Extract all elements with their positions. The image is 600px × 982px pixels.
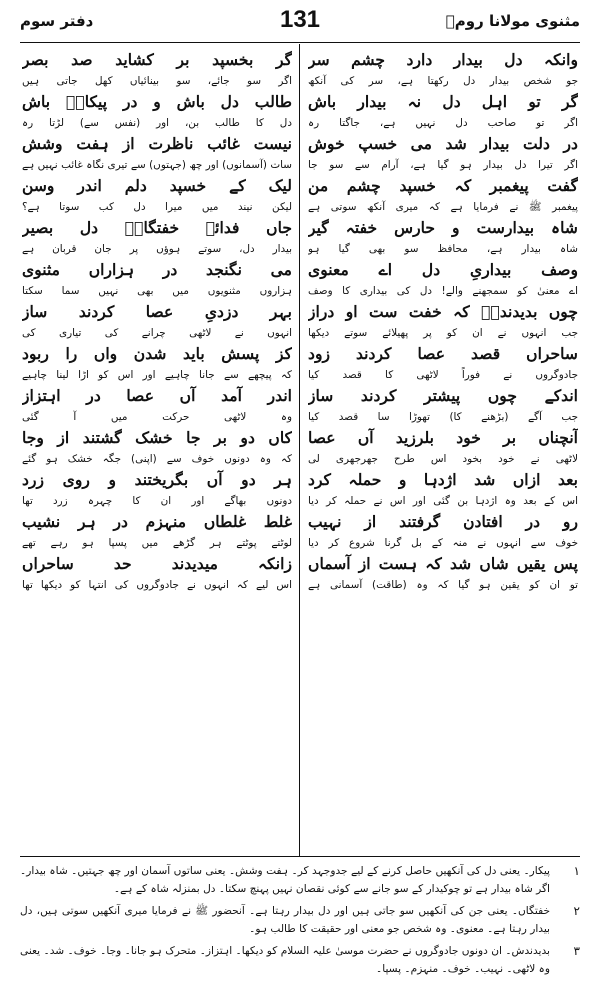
persian-verse: در دلت بیدار شد می خسپ خوش xyxy=(308,134,578,153)
couplet xyxy=(308,258,578,300)
footnote xyxy=(20,902,580,938)
couplet xyxy=(22,90,292,132)
footnote-number: ۳ xyxy=(573,944,580,958)
page-number: 131 xyxy=(279,6,321,33)
urdu-translation: اگر سو جائے، سو بینائیاں کھل جاتی ہیں xyxy=(22,75,292,87)
urdu-translation: جب آگے (بڑھنے کا) تھوڑا سا قصد کیا xyxy=(308,411,578,423)
header-rule xyxy=(20,42,580,43)
urdu-translation: پیغمبر ﷺ نے فرمایا ہے کہ میری آنکھ سوتی ہے xyxy=(308,201,578,213)
couplet xyxy=(22,468,292,510)
couplet xyxy=(22,48,292,90)
footnote xyxy=(20,942,580,978)
persian-verse: می نگنجد در ہزاراں مثنوی xyxy=(22,260,292,279)
urdu-translation: ہزاروں مثنویوں میں بھی نہیں سما سکتا xyxy=(22,285,292,297)
persian-verse: جاں فدائے خفتگاںؔ دل بصیر xyxy=(22,218,292,237)
right-column xyxy=(308,48,578,853)
urdu-translation: اگر تو صاحب دل نہیں ہے، جاگتا رہ xyxy=(308,117,578,129)
urdu-translation: وہ لاٹھی حرکت میں آ گئی xyxy=(22,411,292,423)
couplet xyxy=(22,552,292,594)
urdu-translation: اس کے بعد وہ اژدہا بن گئی اور اس نے حملہ کر دیا xyxy=(308,495,578,507)
book-title: مثنوی مولانا رومؒ xyxy=(445,12,580,30)
couplet xyxy=(308,510,578,552)
persian-verse: کاں دو بر جا خشک گشتند از وجا xyxy=(22,428,292,447)
footnote-number: ۱ xyxy=(573,864,580,878)
urdu-translation: تو ان کو یقین ہو گیا کہ وہ (طاقت) آسمانی ہے xyxy=(308,579,578,591)
persian-verse: گر بخسپد بر کشاید صد بصر xyxy=(22,50,292,69)
left-column xyxy=(22,48,292,853)
urdu-translation: جو شخص بیدار دل رکھتا ہے، سر کی آنکھ xyxy=(308,75,578,87)
couplet xyxy=(308,216,578,258)
couplet xyxy=(308,132,578,174)
footnote-text: پیکار۔ یعنی دل کی آنکھیں حاصل کرنے کے لیے جدوجہد کر۔ ہفت وشش۔ یعنی ساتوں آسمان اور چھ جہتیں۔ شاہ بیدار۔ اگر شاہ بیدار ہے تو چوکیدار کے سو جانے سے کوئی نقصان نہیں پہنچ سکتا۔ دل بمنزلہ شاہ کے ہے۔ xyxy=(20,865,550,895)
urdu-translation: اس لیے کہ انہوں نے جادوگروں کی انتہا کو دیکھا تھا xyxy=(22,579,292,591)
couplet xyxy=(308,300,578,342)
urdu-translation: لاٹھی نے خود بخود اس طرح جھرجھری لی xyxy=(308,453,578,465)
urdu-translation: لوٹتے پوٹتے ہر گڑھے میں پسپا ہو رہے تھے xyxy=(22,537,292,549)
persian-verse: اندکے چوں پیشتر کردند ساز xyxy=(308,386,578,405)
persian-verse: شاہ بیدارست و حارس خفتہ گیر xyxy=(308,218,578,237)
footnote xyxy=(20,862,580,898)
footnote-number: ۲ xyxy=(573,904,580,918)
persian-verse: آنچناں بر خود بلرزید آں عصا xyxy=(308,428,578,447)
couplet xyxy=(308,90,578,132)
urdu-translation: اگر تیرا دل بیدار ہو گیا ہے، آرام سے سو جا xyxy=(308,159,578,171)
urdu-translation: کہ وہ دونوں خوف سے (اپنی) جگہ خشک ہو گئے xyxy=(22,453,292,465)
persian-verse: وانکہ دل بیدار دارد چشم سر xyxy=(308,50,578,69)
urdu-translation: انہوں نے لاٹھی چرانے کی تیاری کی xyxy=(22,327,292,339)
urdu-translation: اے معنیٰ کو سمجھنے والے! دل کی بیداری کا وصف xyxy=(308,285,578,297)
persian-verse: اندر آمد آں عصا در اہتزاز xyxy=(22,386,292,405)
persian-verse: وصف بیداریِ دل اے معنوی xyxy=(308,260,578,279)
persian-verse: رو در افتادن گرفتند از نہیب xyxy=(308,512,578,531)
couplet xyxy=(22,300,292,342)
couplet xyxy=(22,174,292,216)
persian-verse: ہر دو آں بگریختند و روی زرد xyxy=(22,470,292,489)
column-divider xyxy=(299,44,300,856)
couplet xyxy=(308,384,578,426)
urdu-translation: سات (آسمانوں) اور چھ (جہتوں) سے تیری نگاہ غائب نہیں ہے xyxy=(22,159,292,171)
couplet xyxy=(22,426,292,468)
urdu-translation: دونوں بھاگے اور ان کا چہرہ زرد تھا xyxy=(22,495,292,507)
couplet xyxy=(22,216,292,258)
urdu-translation: لیکن نیند میں میرا دل کب سوتا ہے؟ xyxy=(22,201,292,213)
urdu-translation: کہ پیچھے سے جانا چاہیے اور اس کو اڑا لینا چاہیے xyxy=(22,369,292,381)
couplet xyxy=(22,384,292,426)
couplet xyxy=(308,174,578,216)
persian-verse: طالب دل باش و در پیکارؔ باش xyxy=(22,92,292,111)
couplet xyxy=(308,552,578,594)
persian-verse: پس یقیں شاں شد کہ ہست از آسماں xyxy=(308,554,578,573)
couplet xyxy=(308,342,578,384)
volume-title: دفتر سوم xyxy=(20,12,94,30)
couplet xyxy=(308,48,578,90)
urdu-translation: دل کا طالب بن، اور (نفس سے) لڑتا رہ xyxy=(22,117,292,129)
footnote-text: بدیدندش۔ ان دونوں جادوگروں نے حضرت موسیٰ علیہ السلام کو دیکھا۔ اہتزاز۔ متحرک ہو جانا۔ وجا۔ خوف۔ شد۔ یعنی وہ لاٹھی۔ نہیب۔ خوف۔ منہزم۔ پسپا۔ xyxy=(20,945,550,975)
couplet xyxy=(22,132,292,174)
persian-verse: بہر دزدیِ عصا کردند ساز xyxy=(22,302,292,321)
couplet xyxy=(308,426,578,468)
couplet xyxy=(22,510,292,552)
urdu-translation: خوف سے انہوں نے منہ کے بل گرنا شروع کر دیا xyxy=(308,537,578,549)
footnotes xyxy=(20,862,580,982)
persian-verse: لیک کے خسپد دلم اندر وسن xyxy=(22,176,292,195)
persian-verse: نیست غائب ناظرت از ہفت وشش xyxy=(22,134,292,153)
persian-verse: غلط غلطاں منہزم در ہر نشیب xyxy=(22,512,292,531)
couplet xyxy=(22,342,292,384)
urdu-translation: جب انہوں نے ان کو پر پھیلائے سوتے دیکھا xyxy=(308,327,578,339)
couplet xyxy=(22,258,292,300)
page-header xyxy=(20,6,580,38)
couplet xyxy=(308,468,578,510)
persian-verse: کز پسش باید شدن واں را ربود xyxy=(22,344,292,363)
persian-verse: گر تو اہل دل نہ بیدار باش xyxy=(308,92,578,111)
footnote-text: خفتگاں۔ یعنی جن کی آنکھیں سو جاتی ہیں اور دل بیدار رہتا ہے۔ آنحضور ﷺ نے فرمایا میری آنکھیں سوتی ہیں، دل بیدار رہتا ہے۔ معنوی۔ وہ شخص جو معنی اور حقیقت کا طالب ہو۔ xyxy=(20,905,550,935)
persian-verse: بعد ازاں شد اژدہا و حملہ کرد xyxy=(308,470,578,489)
persian-verse: ساحراں قصد عصا کردند زود xyxy=(308,344,578,363)
urdu-translation: بیدار دل، سوتے ہوؤں پر جان قربان ہے xyxy=(22,243,292,255)
urdu-translation: شاہ بیدار ہے، محافظ سو بھی گیا ہو xyxy=(308,243,578,255)
urdu-translation: جادوگروں نے فوراً لاٹھی کا قصد کیا xyxy=(308,369,578,381)
footnote-rule xyxy=(20,856,580,857)
persian-verse: گفت پیغمبر کہ خسپد چشم من xyxy=(308,176,578,195)
persian-verse: زانکہ میدیدند حد ساحراں xyxy=(22,554,292,573)
persian-verse: چوں بدیدندشؔ کہ خفت ست او دراز xyxy=(308,302,578,321)
